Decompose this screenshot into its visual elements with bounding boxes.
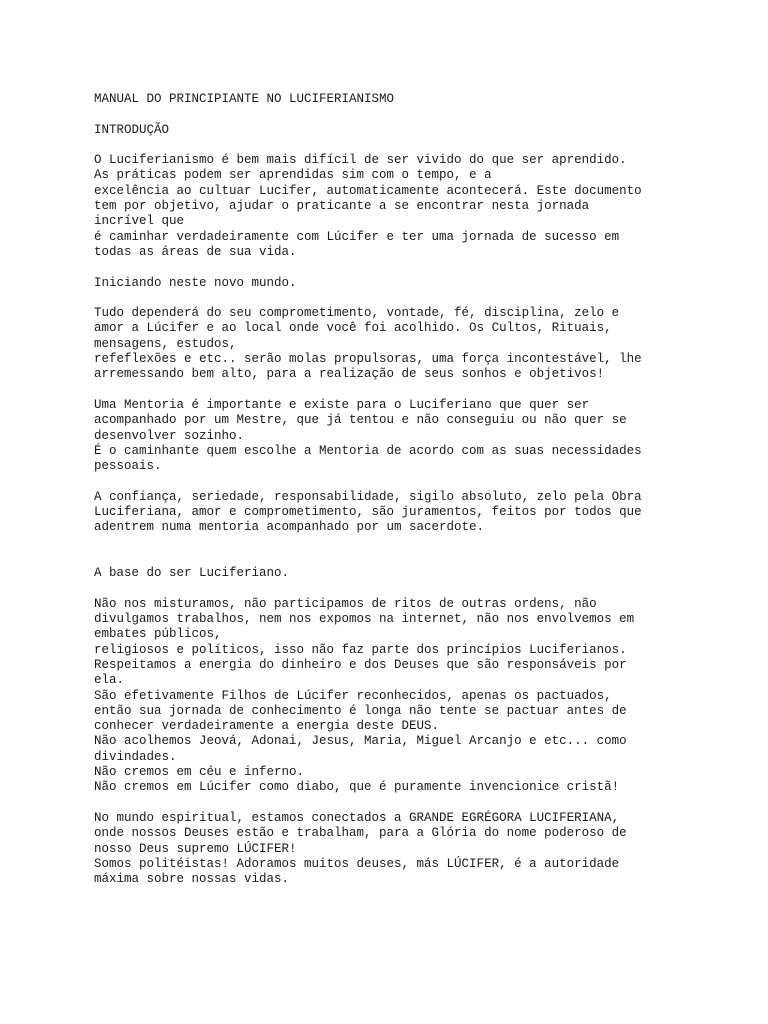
blank-line bbox=[94, 551, 694, 566]
text-line: Tudo dependerá do seu comprometimento, vontade, fé, disciplina, zelo e bbox=[94, 306, 620, 321]
text-line: Não acolhemos Jeová, Adonai, Jesus, Maria, Miguel Arcanjo e etc... como bbox=[94, 734, 627, 749]
blank-line bbox=[94, 383, 694, 398]
blank-line bbox=[94, 582, 694, 597]
text-line: Não cremos em Lúcifer como diabo, que é puramente invencionice cristã! bbox=[94, 780, 620, 795]
text-line: Luciferiana, amor e comprometimento, são juramentos, feitos por todos que bbox=[94, 505, 642, 520]
text-line: O Luciferianismo é bem mais difícil de ser vivido do que ser aprendido. bbox=[94, 153, 627, 168]
text-line: As práticas podem ser aprendidas sim com o tempo, e a bbox=[94, 168, 492, 183]
text-line: máxima sobre nossas vidas. bbox=[94, 872, 290, 887]
text-line: ela. bbox=[94, 673, 125, 688]
blank-line bbox=[94, 107, 694, 122]
text-line: refeflexões e etc.. serão molas propulsoras, uma força incontestável, lhe bbox=[94, 352, 642, 367]
text-line: São efetivamente Filhos de Lúcifer reconhecidos, apenas os pactuados, bbox=[94, 688, 612, 703]
text-line: A base do ser Luciferiano. bbox=[94, 566, 290, 581]
text-line: No mundo espiritual, estamos conectados a GRANDE EGRÉGORA LUCIFERIANA, bbox=[94, 810, 620, 825]
text-line: conhecer verdadeiramente a energia deste DEUS. bbox=[94, 719, 440, 734]
text-line: incrível que bbox=[94, 214, 185, 229]
blank-line bbox=[94, 796, 694, 811]
text-line: pessoais. bbox=[94, 459, 162, 474]
text-line: acompanhado por um Mestre, que já tentou e não conseguiu ou não quer se bbox=[94, 413, 627, 428]
text-line: divulgamos trabalhos, nem nos expomos na internet, não nos envolvemos em bbox=[94, 612, 635, 627]
text-line: adentrem numa mentoria acompanhado por um sacerdote. bbox=[94, 520, 485, 535]
text-line: Iniciando neste novo mundo. bbox=[94, 275, 297, 290]
blank-line bbox=[94, 291, 694, 306]
text-line: Não nos misturamos, não participamos de ritos de outras ordens, não bbox=[94, 596, 597, 611]
document-body bbox=[94, 92, 694, 887]
blank-line bbox=[94, 260, 694, 275]
text-line: tem por objetivo, ajudar o praticante a se encontrar nesta jornada bbox=[94, 199, 590, 214]
text-line: desenvolver sozinho. bbox=[94, 428, 245, 443]
text-line: arremessando bem alto, para a realização de seus sonhos e objetivos! bbox=[94, 367, 605, 382]
text-line: amor a Lúcifer e ao local onde você foi acolhido. Os Cultos, Rituais, bbox=[94, 321, 612, 336]
blank-line bbox=[94, 474, 694, 489]
text-line: embates públicos, bbox=[94, 627, 222, 642]
text-line: religiosos e políticos, isso não faz parte dos princípios Luciferianos. bbox=[94, 642, 627, 657]
text-line: nosso Deus supremo LÚCIFER! bbox=[94, 841, 297, 856]
text-line: INTRODUÇÃO bbox=[94, 122, 170, 137]
text-line: É o caminhante quem escolhe a Mentoria de acordo com as suas necessidades bbox=[94, 443, 642, 458]
document-title: MANUAL DO PRINCIPIANTE NO LUCIFERIANISMO bbox=[94, 92, 395, 106]
text-line: onde nossos Deuses estão e trabalham, para a Glória do nome poderoso de bbox=[94, 826, 627, 841]
text-line: é caminhar verdadeiramente com Lúcifer e ter uma jornada de sucesso em bbox=[94, 229, 620, 244]
text-line: todas as áreas de sua vida. bbox=[94, 244, 297, 259]
text-line: então sua jornada de conhecimento é longa não tente se pactuar antes de bbox=[94, 703, 627, 718]
blank-line bbox=[94, 138, 694, 153]
text-line: Não cremos em céu e inferno. bbox=[94, 765, 305, 780]
text-line: A confiança, seriedade, responsabilidade, sigilo absoluto, zelo pela Obra bbox=[94, 489, 642, 504]
text-line: Uma Mentoria é importante e existe para o Luciferiano que quer ser bbox=[94, 397, 590, 412]
text-line: Somos politéistas! Adoramos muitos deuses, más LÚCIFER, é a autoridade bbox=[94, 856, 620, 871]
text-line: divindades. bbox=[94, 749, 177, 764]
text-line: mensagens, estudos, bbox=[94, 336, 237, 351]
text-line: Respeitamos a energia do dinheiro e dos Deuses que são responsáveis por bbox=[94, 657, 627, 672]
text-line: excelência ao cultuar Lucifer, automaticamente acontecerá. Este documento bbox=[94, 183, 642, 198]
blank-line bbox=[94, 536, 694, 551]
